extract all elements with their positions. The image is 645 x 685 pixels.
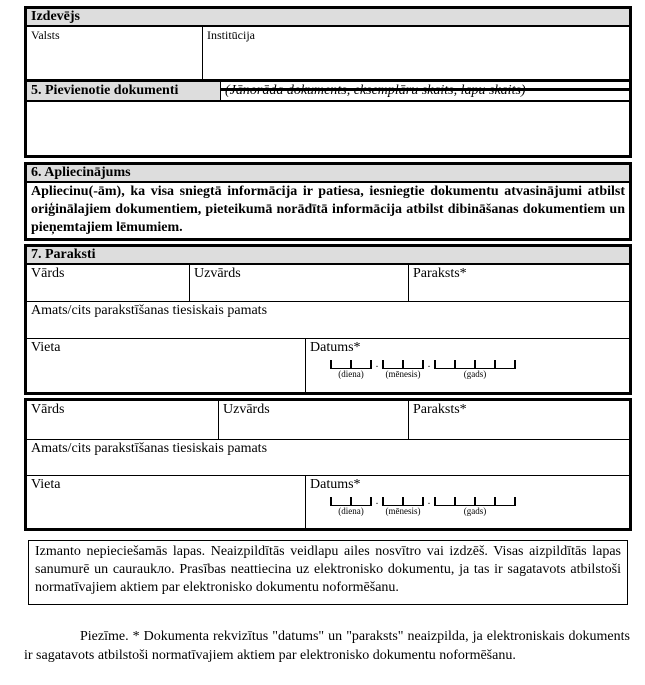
place-field[interactable]: Vieta: [27, 476, 306, 529]
date-label: Datums*: [310, 477, 361, 492]
first-name-field[interactable]: Vārds: [27, 401, 219, 439]
signatures-title: 7. Paraksti: [27, 247, 629, 265]
date-label: Datums*: [310, 340, 361, 355]
first-name-field[interactable]: Vārds: [27, 265, 190, 301]
date-boxes: (diena) . (mēnesis) . (gads): [330, 497, 625, 516]
place-field[interactable]: Vieta: [27, 339, 306, 392]
year-label: (gads): [463, 506, 487, 516]
signatures-section-1: [24, 244, 632, 395]
month-label: (mēnesis): [385, 369, 421, 379]
attached-docs-field[interactable]: [27, 102, 629, 155]
attached-docs-section: [24, 79, 632, 158]
certification-title: 6. Apliecinājums: [27, 165, 629, 183]
signatures-section-2: [24, 398, 632, 531]
attached-docs-hint: (Jānorāda dokuments, eksemplāru skaits, lapu skaits): [225, 83, 526, 98]
signature-field[interactable]: Paraksts*: [413, 266, 467, 281]
date-field[interactable]: [306, 339, 629, 392]
position-field[interactable]: Amats/cits parakstīšanas tiesiskais pamats: [31, 303, 268, 318]
date-field[interactable]: [306, 476, 629, 529]
institution-field[interactable]: Institūcija: [207, 28, 255, 42]
issuer-title: Izdevējs: [27, 9, 629, 27]
attached-docs-title: 5. Pievienotie dokumenti: [27, 82, 221, 100]
country-field[interactable]: Valsts: [27, 27, 203, 88]
day-label: (diena): [338, 506, 364, 516]
instructions-box: Izmanto nepieciešamās lapas. Neaizpildītās veidlapu ailes nosvītro vai izdzēš. Visas aizpildītās lapas sanumurē un cauraukло. Prasības neattiecina uz elektronisko dokumentu, ja tas ir sagatavots atbilstoši normatīvajiem aktiem par elektronisko dokumentu noformēšanu.: [28, 540, 628, 605]
position-field[interactable]: Amats/cits parakstīšanas tiesiskais pamats: [31, 441, 268, 456]
certification-section: [24, 162, 632, 241]
date-boxes: (diena) . (mēnesis) . (gads): [330, 360, 625, 379]
certification-text: Apliecinu(-ām), ka visa sniegtā informācija ir patiesa, iesniegtie dokumentu atvasinājumi atbilst oriģinālajiem dokumentiem, pieteikumā norādītā informācija atbilst dibināšanas dokumentiem un pieņemtajiem lēmumiem.: [31, 184, 625, 235]
year-label: (gads): [463, 369, 487, 379]
note-text: Piezīme. * Dokumenta rekvizītus "datums" un "paraksts" neaizpilda, ja elektroniskais dokuments ir sagatavots atbilstoši normatīvajiem aktiem par elektronisko dokumentu noformēšanu.: [24, 629, 630, 663]
day-label: (diena): [338, 369, 364, 379]
signature-field[interactable]: Paraksts*: [413, 402, 467, 417]
month-label: (mēnesis): [385, 506, 421, 516]
last-name-field[interactable]: Uzvārds: [219, 401, 409, 439]
last-name-field[interactable]: Uzvārds: [190, 265, 409, 301]
